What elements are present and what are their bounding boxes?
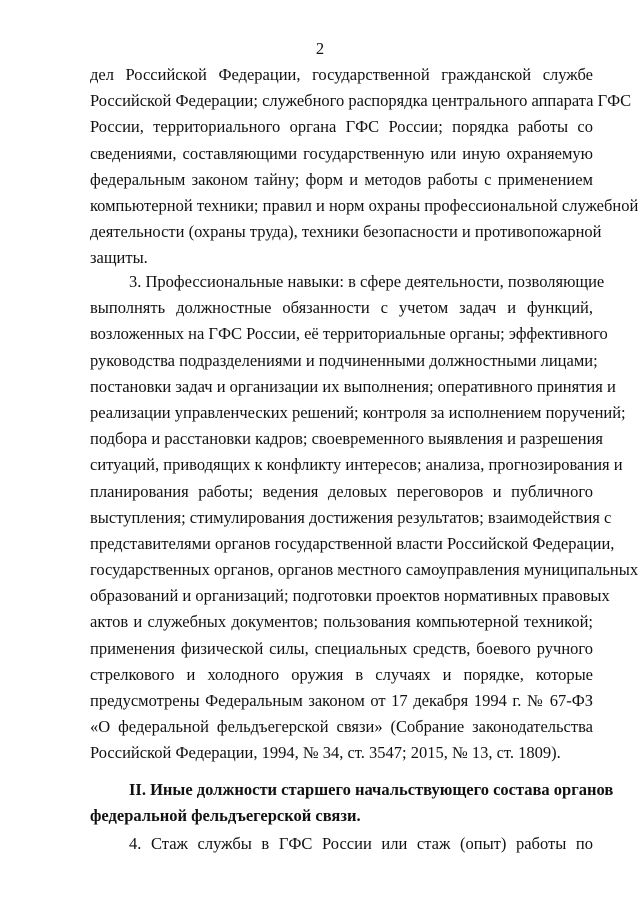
- text-line: Российской Федерации; служебного распорядка центрального аппарата ГФС: [90, 91, 632, 111]
- text-line: России, территориального органа ГФС России; порядка работы со: [90, 117, 593, 137]
- text-line: государственных органов, органов местного самоуправления муниципальных: [90, 560, 639, 580]
- text-line: реализации управленческих решений; контроля за исполнением поручений;: [90, 402, 626, 422]
- text-line: «О федеральной фельдъегерской связи» (Собрание законодательства: [90, 717, 593, 737]
- paragraph-4: [90, 831, 593, 857]
- text-line: выполнять должностные обязанности с учетом задач и функций,: [90, 298, 593, 318]
- text-line: представителями органов государственной власти Российской Федерации,: [90, 533, 615, 553]
- heading-line: II. Иные должности старшего начальствующего состава органов: [129, 780, 614, 799]
- text-line: защиты.: [90, 248, 148, 268]
- text-line: Российской Федерации, 1994, № 34, ст. 3547; 2015, № 13, ст. 1809).: [90, 743, 561, 763]
- page-number: 2: [315, 39, 325, 58]
- text-line: стрелкового и холодного оружия в случаях и порядке, которые: [90, 664, 593, 684]
- text-line: деятельности (охраны труда), техники безопасности и противопожарной: [90, 222, 602, 242]
- text-line: актов и служебных документов; пользования компьютерной техникой;: [90, 612, 593, 632]
- text-line: планирования работы; ведения деловых переговоров и публичного: [90, 481, 593, 501]
- text-line: сведениями, составляющими государственную или иную охраняемую: [90, 143, 593, 163]
- text-line: применения физической силы, специальных средств, боевого ручного: [90, 638, 593, 658]
- text-line: ситуаций, приводящих к конфликту интересов; анализа, прогнозирования и: [90, 455, 623, 475]
- section-heading: [90, 777, 614, 829]
- text-line: подбора и расстановки кадров; своевременного выявления и разрешения: [90, 429, 603, 449]
- text-line: 4. Стаж службы в ГФС России или стаж (опыт) работы по: [129, 834, 593, 853]
- text-line: дел Российской Федерации, государственной гражданской службе: [90, 65, 593, 84]
- text-line: федеральным законом тайну; форм и методов работы с применением: [90, 169, 593, 189]
- text-line: предусмотрены Федеральным законом от 17 декабря 1994 г. № 67-ФЗ: [90, 691, 593, 710]
- text-line: руководства подразделениями и подчиненными должностными лицами;: [90, 350, 598, 370]
- text-line: постановки задач и организации их выполнения; оперативного принятия и: [90, 376, 616, 396]
- text-line: компьютерной техники; правил и норм охраны профессиональной служебной: [90, 195, 639, 215]
- text-line: образований и организаций; подготовки проектов нормативных правовых: [90, 586, 610, 606]
- heading-line: федеральной фельдъегерской связи.: [90, 806, 361, 826]
- text-line: возложенных на ГФС России, её территориальные органы; эффективного: [90, 324, 608, 344]
- paragraph-continuation: [90, 62, 639, 272]
- paragraph-3: [90, 269, 639, 767]
- text-line: 3. Профессиональные навыки: в сфере деятельности, позволяющие: [129, 272, 605, 291]
- text-line: выступления; стимулирования достижения результатов; взаимодействия с: [90, 507, 612, 527]
